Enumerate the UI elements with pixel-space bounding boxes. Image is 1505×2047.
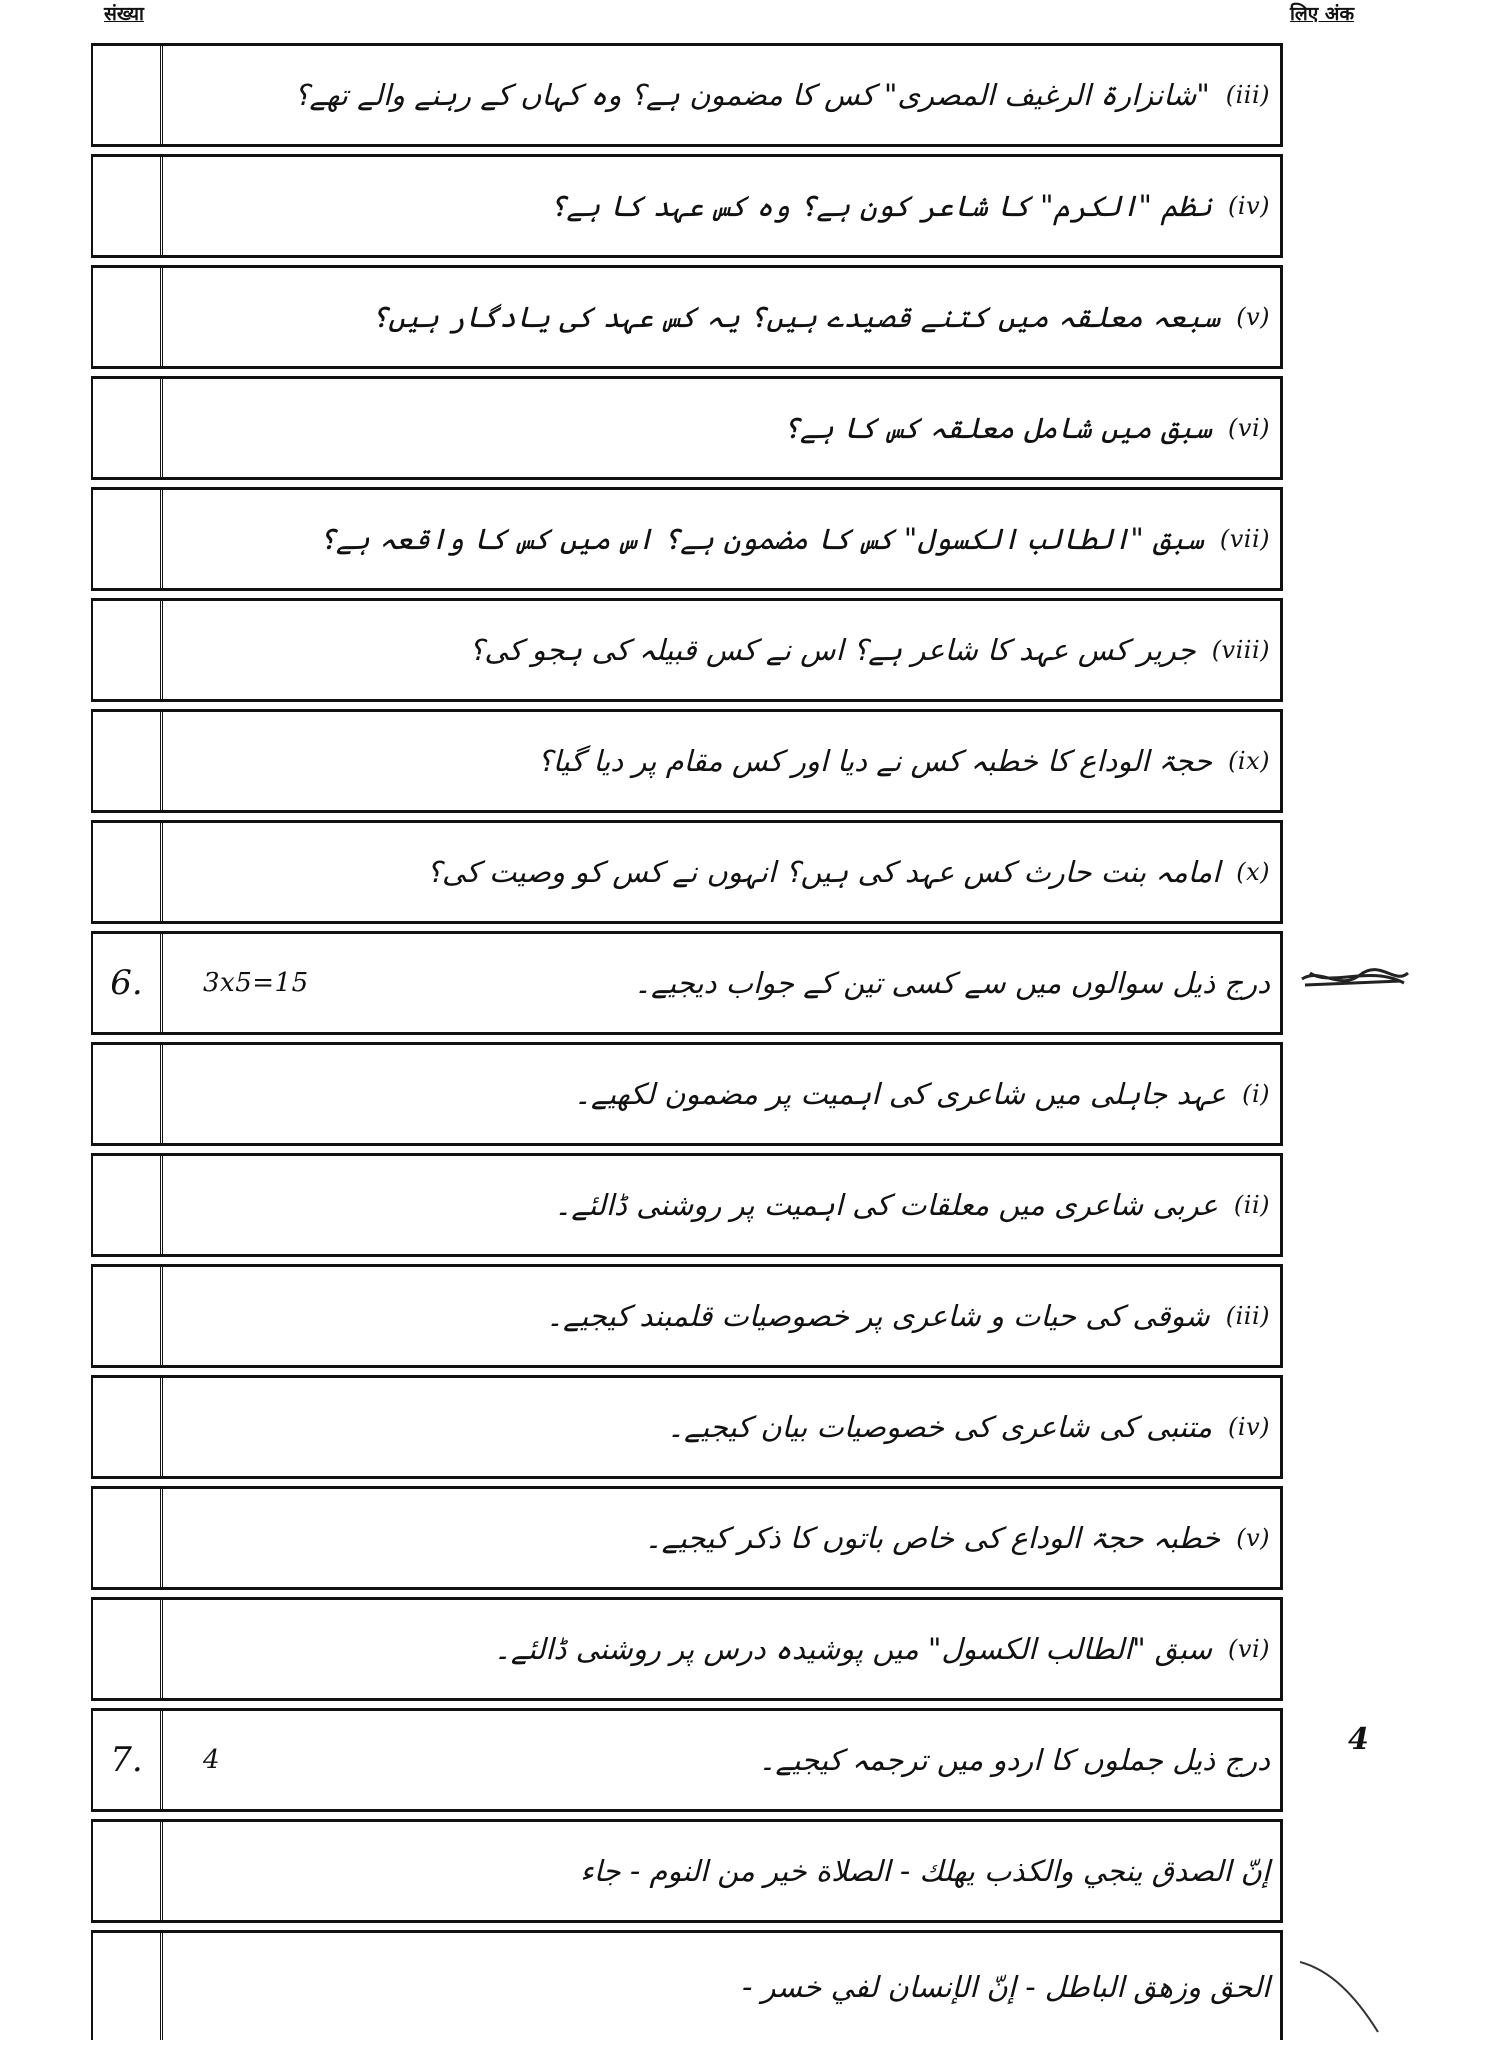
sub-question-label: (x)	[1236, 858, 1270, 886]
sub-question-label: (v)	[1236, 303, 1270, 331]
question-text: درج ذیل جملوں کا اردو میں ترجمہ کیجیے۔	[758, 1743, 1270, 1777]
question-cell	[163, 823, 1280, 921]
question-number	[93, 712, 163, 810]
question-number	[93, 46, 163, 144]
question-number	[93, 1822, 163, 1920]
question-row	[91, 1153, 1283, 1257]
question-number: 6.	[93, 934, 163, 1032]
question-text: خطبہ حجۃ الوداع کی خاص باتوں کا ذکر کیجیے۔	[644, 1521, 1221, 1555]
question-row	[91, 1708, 1283, 1812]
question-cell	[163, 1267, 1280, 1365]
question-number	[93, 1600, 163, 1698]
sub-question-label: (vi)	[1228, 414, 1270, 442]
question-text: امامہ بنت حارث کس عہد کی ہیں؟ انہوں نے کس کو وصیت کی؟	[426, 855, 1221, 889]
question-number	[93, 1045, 163, 1143]
sub-question-label: (iv)	[1228, 192, 1270, 220]
question-row	[91, 265, 1283, 369]
awarded-marks-q7: 4	[1348, 1722, 1369, 1757]
question-cell	[163, 1045, 1280, 1143]
question-text: سبق "الطالب الکسول" کس کا مضمون ہے؟ اس میں کس کا واقعہ ہے؟	[318, 522, 1204, 556]
examiner-scribble	[1300, 965, 1410, 993]
question-text: نظم "الکرم" کا شاعر کون ہے؟ وہ کس عہد کا ہے؟	[549, 189, 1213, 223]
question-number	[93, 1933, 163, 2040]
question-cell	[163, 1378, 1280, 1476]
question-row	[91, 1819, 1283, 1923]
question-number	[93, 268, 163, 366]
question-row	[91, 1042, 1283, 1146]
question-text: إنّ الصدق ينجي والكذب يهلك - الصلاة خير من النوم - جاء	[580, 1854, 1270, 1888]
question-marks: 4	[203, 1745, 221, 1775]
question-text: عربی شاعری میں معلقات کی اہمیت پر روشنی ڈالئے۔	[554, 1188, 1218, 1222]
page-edge-curve	[1300, 1960, 1380, 2034]
question-text: سبق میں شامل معلقہ کس کا ہے؟	[782, 411, 1213, 445]
question-row	[91, 598, 1283, 702]
question-row	[91, 1375, 1283, 1479]
question-cell	[163, 379, 1280, 477]
sub-question-label: (vi)	[1228, 1635, 1270, 1663]
question-number	[93, 1156, 163, 1254]
question-text: عہد جاہلی میں شاعری کی اہمیت پر مضمون لکھیے۔	[574, 1077, 1227, 1111]
question-number	[93, 157, 163, 255]
question-number	[93, 1378, 163, 1476]
sub-question-label: (v)	[1236, 1524, 1270, 1552]
question-row	[91, 154, 1283, 258]
question-text: حجۃ الوداع کا خطبہ کس نے دیا اور کس مقام پر دیا گیا؟	[537, 744, 1213, 778]
question-number	[93, 601, 163, 699]
question-row	[91, 1930, 1283, 2040]
question-number	[93, 823, 163, 921]
sub-question-label: (i)	[1242, 1080, 1270, 1108]
question-text: الحق وزهق الباطل - إنّ الإنسان لفي خسر -	[741, 1969, 1270, 2004]
question-row	[91, 1264, 1283, 1368]
question-cell	[163, 1600, 1280, 1698]
question-cell	[163, 1711, 1280, 1809]
question-row	[91, 820, 1283, 924]
question-table	[91, 43, 1283, 2047]
question-cell	[163, 712, 1280, 810]
question-cell	[163, 1933, 1280, 2040]
question-text: درج ذیل سوالوں میں سے کسی تین کے جواب دیجیے۔	[634, 966, 1270, 1000]
question-cell	[163, 46, 1280, 144]
question-marks: 3x5=15	[203, 968, 309, 998]
question-text: جریر کس عہد کا شاعر ہے؟ اس نے کس قبیلہ کی ہجو کی؟	[469, 633, 1196, 667]
question-row	[91, 1597, 1283, 1701]
question-cell	[163, 601, 1280, 699]
question-text: "شانزارۃ الرغیف المصری" کس کا مضمون ہے؟ وہ کہاں کے رہنے والے تھے؟	[294, 78, 1210, 112]
sub-question-label: (iv)	[1228, 1413, 1270, 1441]
question-row	[91, 709, 1283, 813]
question-text: سبق "الطالب الکسول" میں پوشیدہ درس پر روشنی ڈالئے۔	[493, 1632, 1213, 1666]
sub-question-label: (ix)	[1228, 747, 1270, 775]
sub-question-label: (vii)	[1219, 525, 1270, 553]
sub-question-label: (iii)	[1225, 81, 1270, 109]
question-number	[93, 1489, 163, 1587]
question-number	[93, 379, 163, 477]
question-cell	[163, 1822, 1280, 1920]
sub-question-label: (ii)	[1233, 1191, 1270, 1219]
question-cell	[163, 1156, 1280, 1254]
header-serial-label: संख्या	[104, 3, 144, 25]
question-text: شوقی کی حیات و شاعری پر خصوصیات قلمبند کیجیے۔	[546, 1299, 1210, 1333]
question-row	[91, 376, 1283, 480]
question-row	[91, 931, 1283, 1035]
question-number: 7.	[93, 1711, 163, 1809]
question-row	[91, 43, 1283, 147]
question-cell	[163, 490, 1280, 588]
question-row	[91, 1486, 1283, 1590]
question-text: سبعہ معلقہ میں کتنے قصیدے ہیں؟ یہ کس عہد کی یادگار ہیں؟	[371, 300, 1221, 334]
question-number	[93, 1267, 163, 1365]
question-number	[93, 490, 163, 588]
sub-question-label: (iii)	[1225, 1302, 1270, 1330]
question-cell	[163, 934, 1280, 1032]
question-cell	[163, 1489, 1280, 1587]
question-text: متنبی کی شاعری کی خصوصیات بیان کیجیے۔	[667, 1410, 1213, 1444]
question-cell	[163, 268, 1280, 366]
question-row	[91, 487, 1283, 591]
sub-question-label: (viii)	[1211, 636, 1270, 664]
header-marks-label: लिए अंक	[1290, 3, 1355, 25]
question-cell	[163, 157, 1280, 255]
